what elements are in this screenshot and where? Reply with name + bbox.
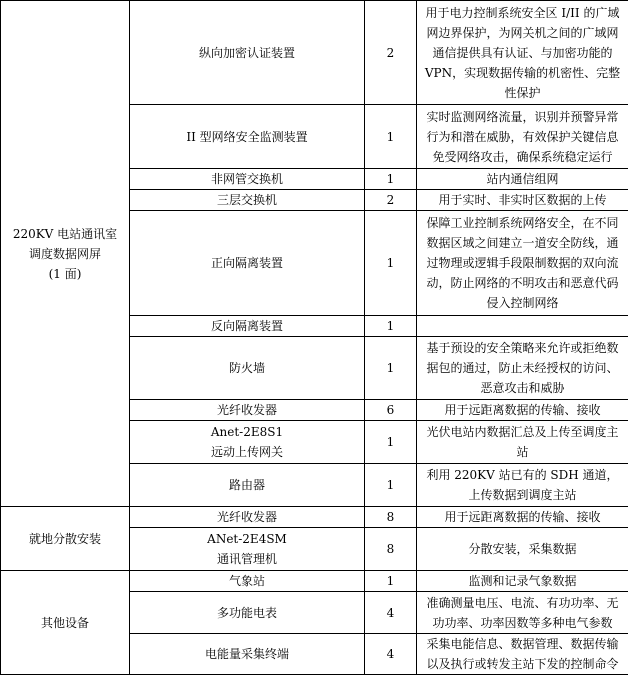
- device-name-cell: 光纤收发器: [130, 400, 365, 421]
- description-cell: 实时监测网络流量，识别并预警异常行为和潜在威胁，有效保护关键信息免受网络攻击，确保系统稳定运行: [417, 105, 628, 169]
- description-cell: 站内通信组网: [417, 169, 628, 190]
- device-name-cell: 电能量采集终端: [130, 634, 365, 675]
- device-name-cell: II 型网络安全监测装置: [130, 105, 365, 169]
- quantity-cell: 1: [365, 211, 417, 316]
- description-cell: 利用 220KV 站已有的 SDH 通道，上传数据到调度主站: [417, 464, 628, 507]
- quantity-cell: 1: [365, 464, 417, 507]
- equipment-table-body: [1, 1, 628, 675]
- device-name-cell: Anet-2E8S1 远动上传网关: [130, 421, 365, 464]
- description-cell: 分散安装，采集数据: [417, 528, 628, 571]
- quantity-cell: 4: [365, 634, 417, 675]
- device-name-cell: 非网管交换机: [130, 169, 365, 190]
- description-cell: 光伏电站内数据汇总及上传至调度主站: [417, 421, 628, 464]
- device-name-cell: 气象站: [130, 571, 365, 592]
- description-cell: 准确测量电压、电流、有功功率、无功功率、功率因数等多种电气参数: [417, 592, 628, 634]
- quantity-cell: 6: [365, 400, 417, 421]
- table-row: [1, 507, 628, 528]
- quantity-cell: 2: [365, 1, 417, 105]
- quantity-cell: 8: [365, 528, 417, 571]
- device-name-cell: 防火墙: [130, 337, 365, 400]
- description-cell: 基于预设的安全策略来允许或拒绝数据包的通过，防止未经授权的访问、恶意攻击和威胁: [417, 337, 628, 400]
- device-name-cell: 三层交换机: [130, 190, 365, 211]
- description-cell: 用于远距离数据的传输、接收: [417, 507, 628, 528]
- quantity-cell: 8: [365, 507, 417, 528]
- device-name-cell: 路由器: [130, 464, 365, 507]
- table-row: [1, 571, 628, 592]
- device-name-cell: 多功能电表: [130, 592, 365, 634]
- device-name-cell: 反向隔离装置: [130, 316, 365, 337]
- table-row: [1, 1, 628, 105]
- group-label-cell: 其他设备: [1, 571, 130, 675]
- description-cell: 保障工业控制系统网络安全，在不同数据区域之间建立一道安全防线，通过物理或逻辑手段限制数据的双向流动，防止网络的不明攻击和恶意代码侵入控制网络: [417, 211, 628, 316]
- group-label-cell: 就地分散安装: [1, 507, 130, 571]
- description-cell: 监测和记录气象数据: [417, 571, 628, 592]
- quantity-cell: 1: [365, 421, 417, 464]
- description-cell: 用于电力控制系统安全区 I/II 的广域网边界保护，为网关机之间的广域网通信提供具有认证、与加密功能的 VPN，实现数据传输的机密性、完整性保护: [417, 1, 628, 105]
- quantity-cell: 4: [365, 592, 417, 634]
- quantity-cell: 1: [365, 169, 417, 190]
- group-label-cell: 220KV 电站通讯室 调度数据网屏 (1 面): [1, 1, 130, 507]
- device-name-cell: ANet-2E4SM 通讯管理机: [130, 528, 365, 571]
- quantity-cell: 1: [365, 571, 417, 592]
- device-name-cell: 纵向加密认证装置: [130, 1, 365, 105]
- quantity-cell: 1: [365, 337, 417, 400]
- device-name-cell: 正向隔离装置: [130, 211, 365, 316]
- description-cell: [417, 316, 628, 337]
- quantity-cell: 1: [365, 316, 417, 337]
- description-cell: 采集电能信息、数据管理、数据传输以及执行或转发主站下发的控制命令: [417, 634, 628, 675]
- device-name-cell: 光纤收发器: [130, 507, 365, 528]
- quantity-cell: 1: [365, 105, 417, 169]
- description-cell: 用于实时、非实时区数据的上传: [417, 190, 628, 211]
- description-cell: 用于远距离数据的传输、接收: [417, 400, 628, 421]
- quantity-cell: 2: [365, 190, 417, 211]
